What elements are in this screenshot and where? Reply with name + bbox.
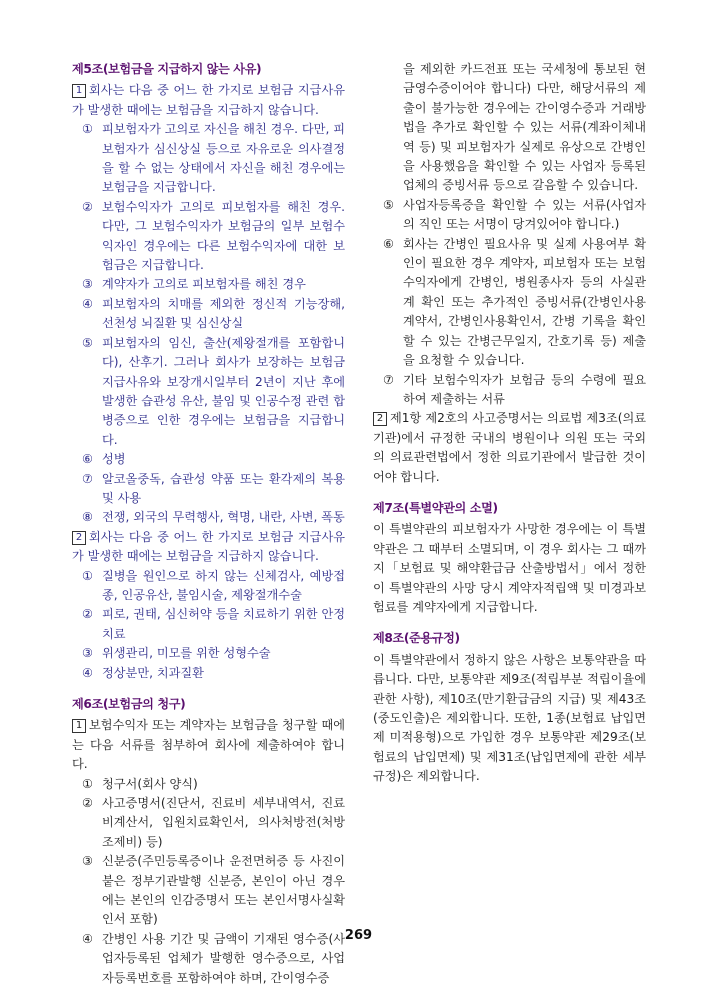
item-number: ③ xyxy=(82,854,93,869)
item-text: 사업자등록증을 확인할 수 있는 서류(사업자의 직인 또는 서명이 당겨있어야 합니다.) xyxy=(403,197,646,232)
article-6-list xyxy=(72,775,345,988)
item-text: 위생관리, 미모를 위한 성형수술 xyxy=(102,646,271,661)
item-text: 정상분만, 치과질환 xyxy=(102,665,204,680)
list-item xyxy=(72,120,345,198)
item-number: ② xyxy=(82,199,93,214)
item-number: ② xyxy=(82,796,93,811)
list-item xyxy=(373,371,646,410)
list-item xyxy=(72,450,345,469)
item-text: 피로, 권태, 심신허약 등을 치료하기 위한 안정치료 xyxy=(102,607,345,641)
item-text: 회사는 간병인 필요사유 및 실제 사용여부 확인이 필요한 경우 계약자, 피보험자 또는 보험수익자에게 간병인, 병원종사자 등의 사실관계 확인 또는 추가적인 증빙서류(간병인사용계약서, 간병인사용확인서, 간병 기록을 확인할 수 있는 간병근무일지, 간호기록 등) 제출을 요청할 수 있습니다. xyxy=(403,236,646,368)
item-number: ⑦ xyxy=(82,471,93,486)
item-text: 질병을 원인으로 하지 않는 신체검사, 예방접종, 인공유산, 불임시술, 제왕절개수술 xyxy=(102,568,345,602)
article-6-list-continued xyxy=(373,196,646,409)
item-number: ③ xyxy=(82,646,93,661)
item-text: 기타 보험수익자가 보험금 등의 수령에 필요하여 제출하는 서류 xyxy=(403,372,646,406)
paragraph-number-box: 2 xyxy=(72,531,86,545)
item-number: ① xyxy=(82,122,93,137)
article-6-title: 제6조(보험금의 청구) xyxy=(72,697,186,711)
article-6-paragraph-2-text: 제1항 제2호의 사고증명서는 의료법 제3조(의료기관)에서 규정한 국내의 병원이나 의원 또는 국외의 의료관련법에서 정한 의료기관에서 발급한 것이어야 합니다. xyxy=(373,411,646,484)
item-number: ⑤ xyxy=(82,335,93,350)
item-text: 간병인 사용 기간 및 금액이 기재된 영수증(사업자등록된 업체가 발행한 영수증으로, 사업자등록번호를 포함하여야 하며, 간이영수증 xyxy=(102,931,345,985)
list-item xyxy=(72,275,345,294)
list-item xyxy=(72,605,345,644)
item-text: 알코올중독, 습관성 약품 또는 환각제의 복용 및 사용 xyxy=(102,471,345,505)
right-column xyxy=(373,60,646,787)
list-item xyxy=(72,470,345,509)
article-5-paragraph-2-list xyxy=(72,567,345,683)
article-5-paragraph-1-text: 회사는 다음 중 어느 한 가지로 보험금 지급사유가 발생한 때에는 보험금을 지급하지 않습니다. xyxy=(72,83,345,117)
item-text: 사고증명서(진단서, 진료비 세부내역서, 진료비계산서, 입원치료확인서, 의사처방전(처방조제비) 등) xyxy=(102,796,345,849)
list-item xyxy=(72,198,345,276)
list-item xyxy=(72,775,345,794)
item-number: ⑥ xyxy=(383,236,394,251)
item-number: ④ xyxy=(82,296,93,311)
article-7-title: 제7조(특별약관의 소멸) xyxy=(373,500,498,515)
item-text: 을 제외한 카드전표 또는 국세청에 통보된 현금영수증이어야 합니다) 다만, 해당서류의 제출이 불가능한 경우에는 간이영수증과 거래방법을 추가로 확인할 수 있는 서류(계좌이체내역 등) 및 피보험자가 실제로 유상으로 간병인을 사용했음을 확인할 수 있는 사업자 등록된 업체의 증빙서류 등으로 갈음할 수 있습니다. xyxy=(403,62,646,193)
item-number: ① xyxy=(82,776,93,791)
article-8-title: 제8조(준용규정) xyxy=(373,631,460,646)
article-6-paragraph-1 xyxy=(72,716,345,774)
article-5-paragraph-2-text: 회사는 다음 중 어느 한 가지로 보험금 지급사유가 발생한 때에는 보험금을 지급하지 않습니다. xyxy=(72,529,345,564)
article-5-paragraph-1-list xyxy=(72,120,345,528)
item-number: ⑤ xyxy=(383,197,394,212)
item-text: 피보험자의 치매를 제외한 정신적 기능장해, 선천성 뇌질환 및 심신상실 xyxy=(102,296,345,331)
page-number: 269 xyxy=(344,928,373,943)
item-text: 신분증(주민등록증이나 운전면허증 등 사진이 붙은 정부기관발행 신분증, 본인이 아닌 경우에는 본인의 인감증명서 또는 본인서명사실확인서 포함) xyxy=(102,854,345,927)
article-7-paragraph: 이 특별약관의 피보험자가 사망한 경우에는 이 특별약관은 그 때부터 소멸되며, 이 경우 회사는 그 때까지「보험료 및 해약환급금 산출방법서」에서 정한 이 특별약관의 사망 당시 계약자적립액 및 미경과보험료를 계약자에게 지급합니다. xyxy=(373,522,646,614)
list-item xyxy=(72,295,345,334)
item-number: ③ xyxy=(82,277,93,292)
article-5-paragraph-1 xyxy=(72,81,345,120)
paragraph-number-box: 2 xyxy=(373,412,387,426)
item-number: ⑦ xyxy=(383,372,394,387)
item-number: ⑧ xyxy=(82,510,93,525)
list-item xyxy=(72,508,345,527)
paragraph-number-box: 1 xyxy=(72,719,86,733)
article-5-paragraph-2 xyxy=(72,528,345,567)
list-item xyxy=(373,196,646,235)
list-item xyxy=(72,644,345,663)
item-text: 피보험자의 임신, 출산(제왕절개를 포함합니다), 산후기. 그러나 회사가 보장하는 보험금 지급사유와 보장개시일부터 2년이 지난 후에 발생한 습관성 유산, 불임 및 인공수정 관련 합병증으로 인한 경우에는 보험금을 지급합니다. xyxy=(102,335,345,447)
item-number: ⑥ xyxy=(82,452,93,467)
list-item xyxy=(373,235,646,371)
article-8-paragraph: 이 특별약관에서 정하지 않은 사항은 보통약관을 따릅니다. 다만, 보통약관 제9조(적립부분 적립이율에 관한 사항), 제10조(만기환급금의 지급) 및 제43조(중도인출)은 제외합니다. 또한, 1종(보험료 납입면제 미적용형)으로 가입한 경우 보통약관 제29조(보험료의 납입면제) 및 제31조(납입면제에 관한 세부규정)은 제외합니다. xyxy=(373,652,646,784)
item-number: ④ xyxy=(82,665,93,680)
item-text: 전쟁, 외국의 무력행사, 혁명, 내란, 사변, 폭동 xyxy=(102,510,345,525)
list-item xyxy=(72,852,345,930)
list-item xyxy=(72,334,345,450)
item-text: 성병 xyxy=(102,452,126,467)
item-number: ④ xyxy=(82,931,93,946)
item-text: 청구서(회사 양식) xyxy=(102,776,198,791)
left-column xyxy=(72,60,345,988)
paragraph-number-box: 1 xyxy=(72,84,86,98)
item-text: 피보험자가 고의로 자신을 해친 경우. 다만, 피보험자가 심신상실 등으로 자유로운 의사결정을 할 수 없는 상태에서 자신을 해친 경우에는 보험금을 지급합니다. xyxy=(102,122,345,195)
list-item xyxy=(72,794,345,852)
list-item xyxy=(72,664,345,683)
item-text: 보험수익자가 고의로 피보험자를 해친 경우. 다만, 그 보험수익자가 보험금의 일부 보험수익자인 경우에는 다른 보험수익자에 대한 보험금은 지급합니다. xyxy=(102,199,345,273)
item-number: ② xyxy=(82,607,93,622)
item-number: ① xyxy=(82,568,93,583)
list-item xyxy=(72,567,345,606)
list-item-continued xyxy=(373,60,646,196)
article-6-paragraph-1-text: 보험수익자 또는 계약자는 보험금을 청구할 때에는 다음 서류를 첨부하여 회사에 제출하여야 합니다. xyxy=(72,718,345,772)
article-5-title: 제5조(보험금을 지급하지 않는 사유) xyxy=(72,62,262,76)
item-text: 계약자가 고의로 피보험자를 해친 경우 xyxy=(102,277,306,292)
article-6-paragraph-2 xyxy=(373,409,646,487)
